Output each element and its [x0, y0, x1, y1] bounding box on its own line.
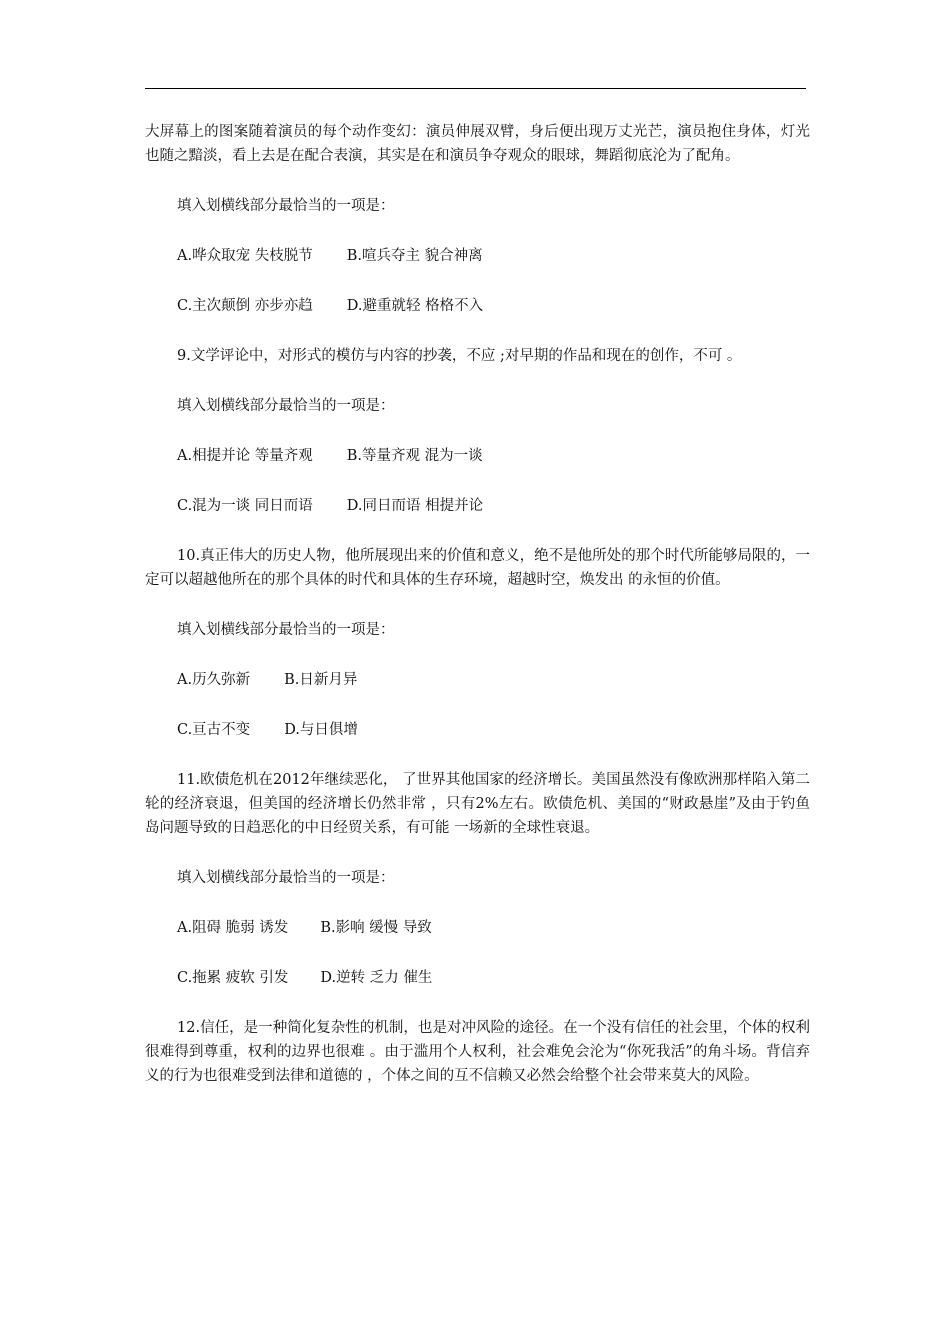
- option-d: D.同日而语 相提并论: [346, 498, 484, 514]
- option-a: A.相提并论 等量齐观: [177, 448, 313, 464]
- option-c: C.拖累 疲软 引发: [177, 970, 289, 986]
- header-rule: [145, 88, 806, 89]
- question-10-options-row-1: [145, 668, 810, 692]
- option-d: D.与日俱增: [284, 722, 358, 738]
- question-11-options-row-2: [145, 966, 810, 990]
- question-9-prompt: 填入划横线部分最恰当的一项是：: [177, 398, 395, 414]
- option-a: A.哗众取宠 失枝脱节: [177, 248, 313, 264]
- option-b: B.影响 缓慢 导致: [320, 920, 432, 936]
- question-9-stem: 9.文学评论中，对形式的模仿与内容的抄袭，不应 ;对早期的作品和现在的创作，不可 。: [177, 348, 742, 364]
- option-b: B.喧兵夺主 貌合神离: [346, 248, 483, 264]
- option-d: D.逆转 乏力 催生: [320, 970, 433, 986]
- passage-continued: 大屏幕上的图案随着演员的每个动作变幻：演员伸展双臂，身后便出现万丈光芒，演员抱住身体，灯光也随之黯淡，看上去是在配合表演，其实是在和演员争夺观众的眼球，舞蹈彻底沦为了配角。: [145, 124, 810, 164]
- question-8-prompt: 填入划横线部分最恰当的一项是：: [177, 198, 395, 214]
- option-a: A.阻碍 脆弱 诱发: [177, 920, 289, 936]
- question-11-options-row-1: [145, 916, 810, 940]
- option-c: C.主次颠倒 亦步亦趋: [177, 298, 313, 314]
- question-8-options-row-1: [145, 244, 810, 268]
- question-11-stem: 11.欧债危机在2012年继续恶化， 了世界其他国家的经济增长。美国虽然没有像欧洲那样陷入第二轮的经济衰退，但美国的经济增长仍然非常 ，只有2%左右。欧债危机、美国的“财政悬崖”及由于钓鱼岛问题导致的日趋恶化的中日经贸关系，有可能 一场新的全球性衰退。: [145, 772, 810, 836]
- question-10-prompt: 填入划横线部分最恰当的一项是：: [177, 622, 395, 638]
- option-b: B.日新月异: [284, 672, 358, 688]
- question-8-options-row-2: [145, 294, 810, 318]
- question-10-options-row-2: [145, 718, 810, 742]
- option-b: B.等量齐观 混为一谈: [346, 448, 483, 464]
- option-c: C.混为一谈 同日而语: [177, 498, 313, 514]
- question-9-options-row-1: [145, 444, 810, 468]
- option-d: D.避重就轻 格格不入: [346, 298, 484, 314]
- question-10-stem: 10.真正伟大的历史人物，他所展现出来的价值和意义，绝不是他所处的那个时代所能够局限的，一定可以超越他所在的那个具体的时代和具体的生存环境，超越时空，焕发出 的永恒的价值。: [145, 548, 810, 588]
- document-body: [145, 120, 810, 1114]
- question-9-options-row-2: [145, 494, 810, 518]
- question-11-prompt: 填入划横线部分最恰当的一项是：: [177, 870, 395, 886]
- option-c: C.亘古不变: [177, 722, 251, 738]
- option-a: A.历久弥新: [177, 672, 251, 688]
- question-12-stem: 12.信任，是一种简化复杂性的机制，也是对冲风险的途径。在一个没有信任的社会里，个体的权利很难得到尊重，权利的边界也很难 。由于滥用个人权利，社会难免会沦为“你死我活”的角斗场。背信弃义的行为也很难受到法律和道德的 ，个体之间的互不信赖又必然会给整个社会带来莫大的风险。: [145, 1020, 810, 1084]
